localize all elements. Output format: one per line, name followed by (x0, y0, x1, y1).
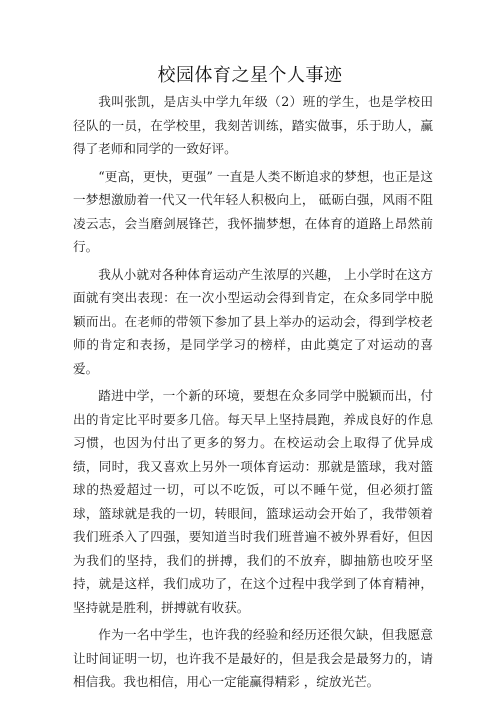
document-body (73, 90, 433, 694)
paragraph-conclusion: 作为一名中学生，也许我的经验和经历还很欠缺，但我愿意让时间证明一切，也许我不是最好的，但是我会是最努力的，请相信我。我也相信，用心一定能赢得精彩 ，绽放光芒。 (73, 627, 433, 689)
paragraph-childhood: 我从小就对各种体育运动产生浓厚的兴趣， 上小学时在这方面就有突出表现：在一次小型运动会得到肯定，在众多同学中脱颖而出。在老师的带领下参加了县上举办的运动会，得到学校老师的肯定和表扬，是同学学习的榜样，由此奠定了对运动的喜爱。 (73, 266, 433, 376)
paragraph-middle-school: 踏进中学，一个新的环境，要想在众多同学中脱颖而出，付出的肯定比平时要多几倍。每天早上坚持晨跑，养成良好的作息习惯，也因为付出了更多的努力。在校运动会上取得了优异成绩，同时，我又喜欢上另外一项体育运动：那就是篮球，我对篮球的热爱超过一切，可以不吃饭，可以不睡午觉，但必须打篮球，篮球就是我的一切，转眼间，篮球运动会开始了，我带领着我们班杀入了四强，要知道当时我们班普遍不被外界看好，但因为我们的坚持，我们的拼搏，我们的不放弃，脚抽筋也咬牙坚持，就是这样，我们成功了，在这个过程中我学到了体育精神，坚持就是胜利，拼搏就有收获。 (73, 388, 433, 615)
page-title: 校园体育之星个人事迹 (157, 65, 343, 86)
paragraph-dream: “更高，更快，更强” 一直是人类不断追求的梦想，也正是这一梦想激励着一代又一代年轻人积极向上， 砥砺白强，风雨不阻凌云志，会当磨剑展锋芒，我怀揣梦想，在体育的道路上昂然前行。 (73, 168, 433, 254)
paragraph-intro: 我叫张凯，是店头中学九年级（2）班的学生，也是学校田径队的一员，在学校里，我刻苦训练，踏实做事，乐于助人，赢得了老师和同学的一致好评。 (73, 94, 433, 156)
